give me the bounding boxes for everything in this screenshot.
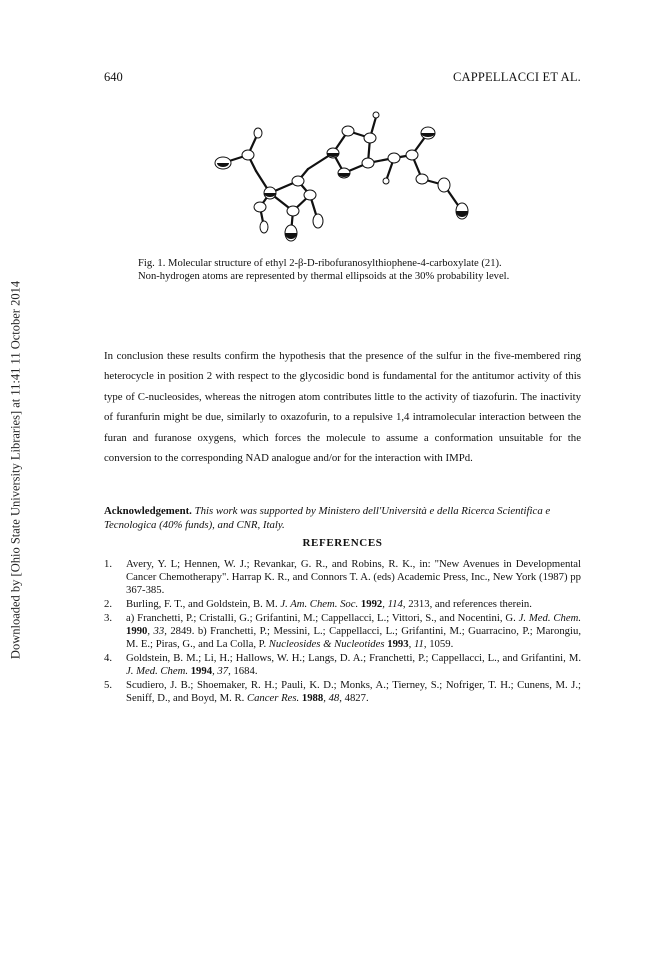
- figure-caption: [138, 257, 538, 283]
- reference-item: [104, 679, 581, 705]
- references-list: [104, 558, 581, 706]
- conclusion-paragraph: [104, 346, 581, 468]
- conclusion-text: In conclusion these results confirm the hypothesis that the presence of the sulfur in the five-membered ring heterocycle in position 2 with respect to the glycosidic bond is fundamental for the antitumor activity of this type of C-nucleosides, whereas the nitrogen atom contributes little to the activity of tiazofurin. The inactivity of furanfurin might be due, similarly to oxazofurin, to a repulsive 1,4 intramolecular interaction between the furan and furanose oxygens, which forces the molecule to assume a conformation unsuitable for the conversion to the corresponding NAD analogue and/or for the interaction with IMPd.: [104, 350, 581, 465]
- reference-number: 5.: [104, 679, 113, 691]
- acknowledgement-text: This work was supported by Ministero dell'Università e della Ricerca Scientifica e Tecnologica (40% funds), and CNR, Italy.: [104, 505, 551, 531]
- page-number: 640: [104, 70, 123, 84]
- reference-text: Scudiero, J. B.; Shoemaker, R. H.; Pauli, K. D.; Monks, A.; Tierney, S.; Nofriger, T. H.; Cunens, M. J.; Seniff, D., and Boyd, M. R. Cancer Res. 1988, 48, 4827.: [126, 679, 581, 704]
- reference-number: 1.: [104, 558, 113, 570]
- caption-line-1: Fig. 1. Molecular structure of ethyl 2-β-D-ribofuranosylthiophene-4-carboxylate (21).: [138, 258, 502, 269]
- ortep-diagram: [198, 103, 484, 253]
- reference-item: [104, 652, 581, 678]
- reference-text: a) Franchetti, P.; Cristalli, G.; Grifantini, M.; Cappellacci, L.; Vittori, S., and Nocentini, G. J. Med. Chem. 1990, 33, 2849. b) Franchetti, P.; Messini, L.; Cappellacci, L.; Grifantini, M.; Guarracino, P.; Marongiu, M. E.; Piras, G., and La Colla, P. Nucleosides & Nucleotides 1993, 11, 1059.: [126, 612, 581, 650]
- reference-text: Avery, Y. L; Hennen, W. J.; Revankar, G. R., and Robins, R. K., in: "New Avenues in Developmental Cancer Chemotherapy". Harrap K. R., and Connors T. A. (eds) Academic Press, Inc., New York (1987) pp 367-385.: [126, 558, 581, 596]
- reference-number: 4.: [104, 652, 113, 664]
- caption-line-2: Non-hydrogen atoms are represented by thermal ellipsoids at the 30% probability level.: [138, 271, 510, 282]
- reference-number: 2.: [104, 598, 113, 610]
- reference-text: Goldstein, B. M.; Li, H.; Hallows, W. H.; Langs, D. A.; Franchetti, P.; Cappellacci, L., and Grifantini, M. J. Med. Chem. 1994, 37, 1684.: [126, 652, 581, 677]
- reference-item: [104, 598, 581, 611]
- reference-item: [104, 612, 581, 651]
- molecular-structure-figure: [198, 103, 484, 253]
- reference-item: [104, 558, 581, 597]
- download-watermark: [6, 270, 26, 670]
- references-heading: REFERENCES: [302, 537, 383, 549]
- reference-text: Burling, F. T., and Goldstein, B. M. J. Am. Chem. Soc. 1992, 114, 2313, and references therein.: [126, 598, 532, 610]
- page-header: [104, 70, 581, 88]
- acknowledgement-label: Acknowledgement.: [104, 505, 192, 517]
- download-watermark-text: Downloaded by [Ohio State University Libraries] at 11:41 11 October 2014: [8, 280, 23, 660]
- acknowledgement: [104, 505, 581, 532]
- running-head: CAPPELLACCI ET AL.: [452, 70, 581, 84]
- reference-number: 3.: [104, 612, 113, 624]
